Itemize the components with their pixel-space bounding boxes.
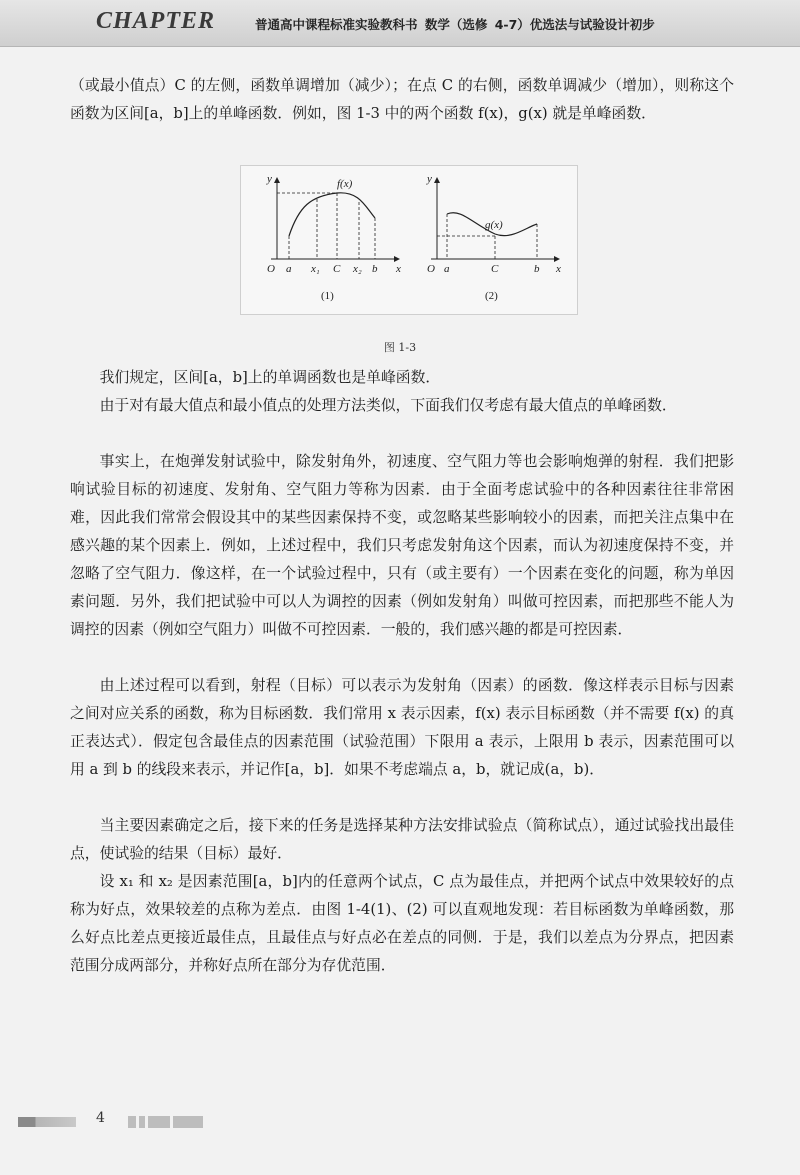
paragraph-2: 我们规定，区间[a，b]上的单调函数也是单峰函数． <box>99 369 441 386</box>
label-x: x <box>556 263 561 275</box>
tick-x1: x₁ <box>311 263 320 275</box>
figure-caption: 图 1-3 <box>383 341 417 354</box>
tick-b: b <box>372 263 378 275</box>
footer-decoration-right <box>128 1116 218 1128</box>
page-header <box>0 0 800 47</box>
footer-decoration-left <box>18 1117 76 1127</box>
figure-graphs <box>241 166 577 314</box>
figure-1-3 <box>240 165 578 315</box>
chapter-label: CHAPTER <box>96 8 216 34</box>
tick-x2: x₂ <box>353 263 362 275</box>
label-origin: O <box>427 263 435 275</box>
label-y: y <box>267 173 272 185</box>
tick-b: b <box>534 263 540 275</box>
paragraph-3: 由于对有最大值点和最小值点的处理方法类似，下面我们仅考虑有最大值点的单峰函数． <box>99 397 677 414</box>
paragraph-5: 由上述过程可以看到，射程（目标）可以表示为发射角（因素）的函数．像这样表示目标与因素之间对应关系的函数，称为目标函数．我们常用 x 表示因素，f(x) 表示目标函数（并不需要 f(x) 的真正表达式）．假定包含最佳点的因素范围（试验范围）下限用 a 表示，上限用 b 表示，因素范围可以用 a 到 b 的线段来表示，并记作[a，b]．如果不考虑端点 a，b，就记成(a，b)． <box>70 677 734 778</box>
tick-a: a <box>286 263 292 275</box>
label-x: x <box>396 263 401 275</box>
page-number: 4 <box>96 1110 105 1126</box>
label-gx: g(x) <box>485 219 503 231</box>
subcaption-2: (2) <box>485 290 498 302</box>
paragraph-6: 当主要因素确定之后，接下来的任务是选择某种方法安排试验点（简称试点），通过试验找出最佳点，使试验的结果（目标）最好． <box>70 817 734 862</box>
paragraph-4: 事实上，在炮弹发射试验中，除发射角外，初速度、空气阻力等也会影响炮弹的射程．我们把影响试验目标的初速度、发射角、空气阻力等称为因素．由于全面考虑试验中的各种因素往往非常困难，因此我们常常会假设其中的某些因素保持不变，或忽略某些影响较小的因素，而把关注点集中在感兴趣的某个因素上．例如，上述过程中，我们只考虑发射角这个因素，而认为初速度保持不变，并忽略了空气阻力．像这样，在一个试验过程中，只有（或主要有）一个因素在变化的问题，称为单因素问题．另外，我们把试验中可以人为调控的因素（例如发射角）叫做可控因素，而把那些不能人为调控的因素（例如空气阻力）叫做不可控因素．一般的，我们感兴趣的都是可控因素． <box>70 453 734 638</box>
graph-2 <box>426 173 561 302</box>
tick-c: C <box>491 263 499 275</box>
subcaption-1: (1) <box>321 290 334 302</box>
curve-f <box>289 193 375 236</box>
paragraph-1: （或最小值点）C 的左侧，函数单调增加（减少）；在点 C 的右侧，函数单调减少（增加），则称这个函数为区间[a，b]上的单峰函数．例如，图 1-3 中的两个函数 f(x)，g(x) 就是单峰函数． <box>70 77 734 122</box>
tick-c: C <box>333 263 341 275</box>
graph-1 <box>266 173 401 302</box>
paragraph-7: 设 x₁ 和 x₂ 是因素范围[a，b]内的任意两个试点，C 点为最佳点，并把两个试点中效果较好的点称为好点，效果较差的点称为差点．由图 1-4(1)、(2) 可以直观地发现：若目标函数为单峰函数，那么好点比差点更接近最佳点，且最佳点与好点必在差点的同侧．于是，我们以差点为分界点，把因素范围分成两部分，并称好点所在部分为存优范围． <box>70 873 734 974</box>
label-y: y <box>427 173 432 185</box>
label-origin: O <box>267 263 275 275</box>
tick-a: a <box>444 263 450 275</box>
book-title: 普通高中课程标准实验教科书 数学（选修 4-7）优选法与试验设计初步 <box>255 17 655 32</box>
label-fx: f(x) <box>337 178 353 190</box>
